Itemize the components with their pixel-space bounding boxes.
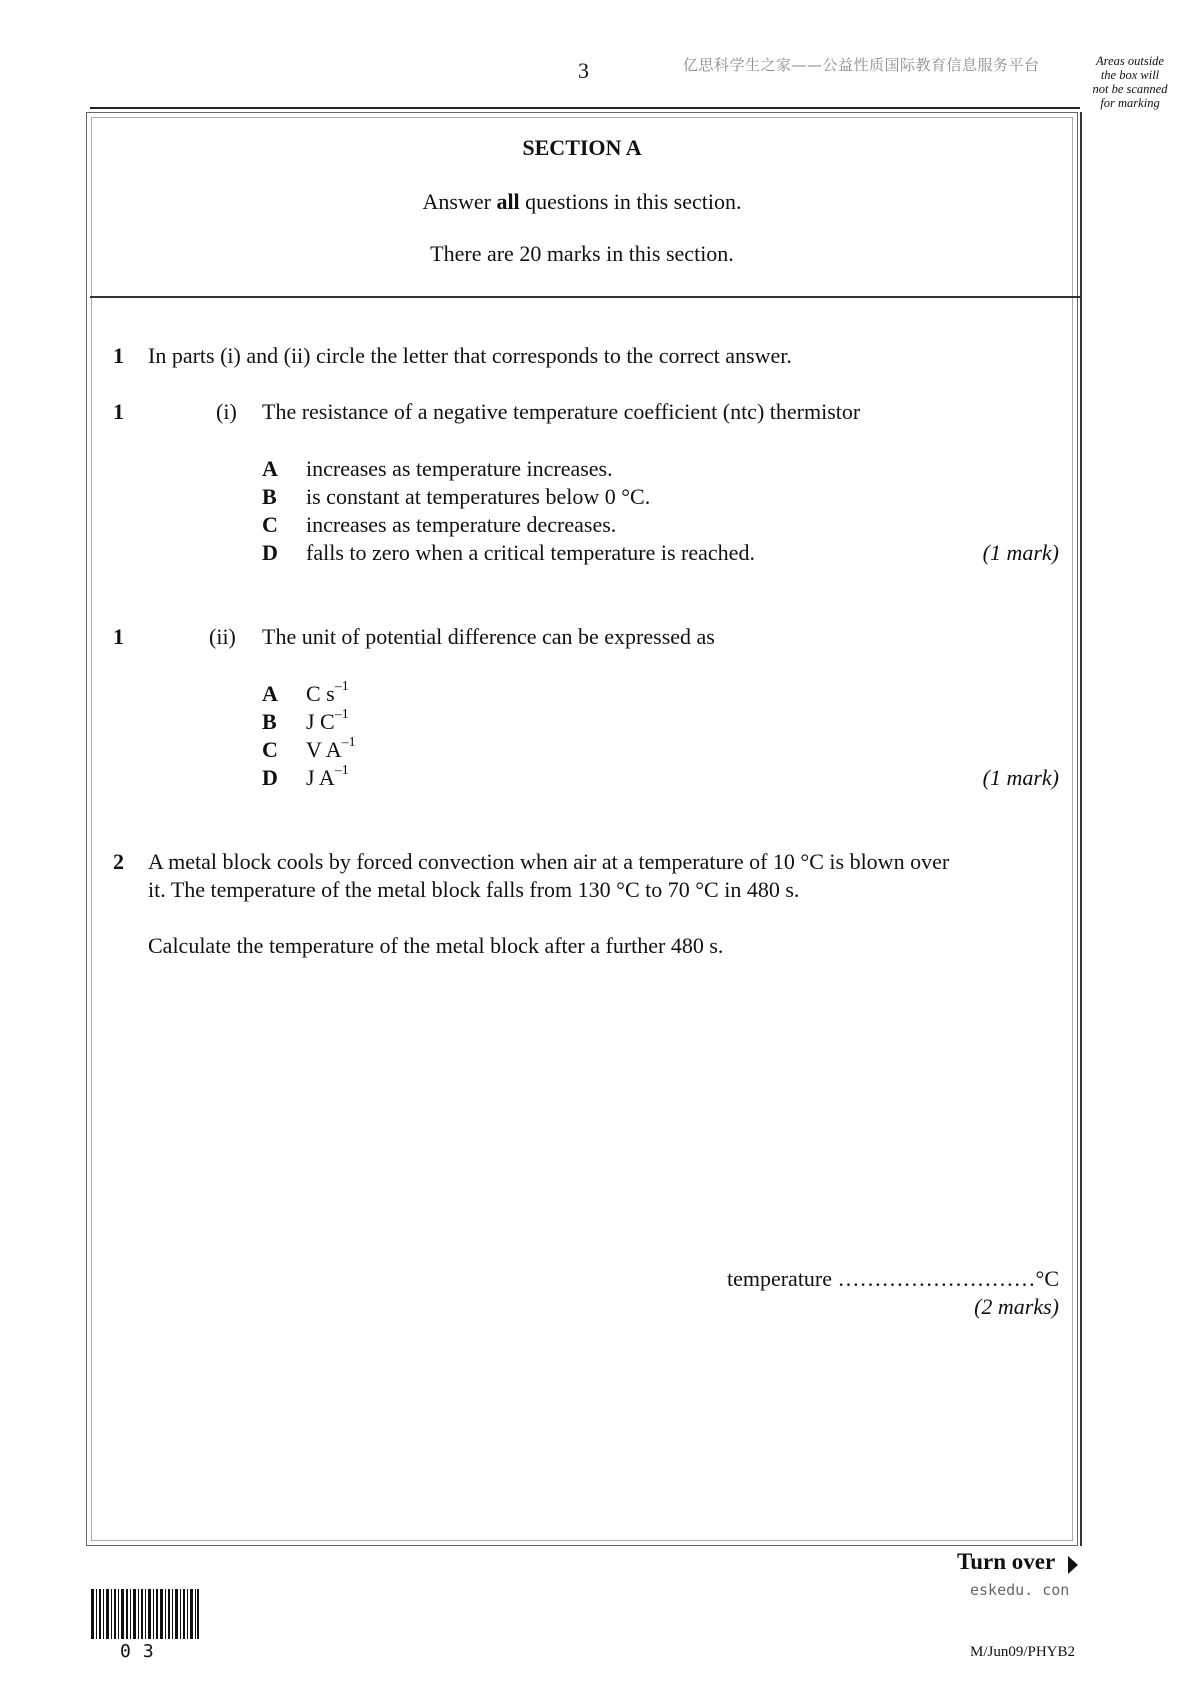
option-text: [306, 678, 349, 707]
margin-note-line: for marking: [1100, 96, 1160, 110]
option-letter[interactable]: D: [262, 540, 278, 565]
unit-base: J C: [306, 709, 335, 734]
instruction-text: questions in this section.: [519, 189, 742, 214]
unit-exponent: –1: [334, 762, 349, 778]
unit-exponent: –1: [341, 734, 356, 750]
section-title: SECTION A: [522, 135, 642, 160]
footer-watermark: eskedu. con: [970, 1581, 1070, 1599]
paper-code: M/Jun09/PHYB2: [970, 1644, 1076, 1660]
turn-over-label: Turn over: [957, 1549, 1056, 1574]
option-text: [306, 734, 356, 763]
question-number: 1: [113, 343, 124, 368]
question-text: it. The temperature of the metal block falls from 130 °C to 70 °C in 480 s.: [148, 877, 800, 902]
margin-note-line: not be scanned: [1092, 82, 1168, 96]
option-letter[interactable]: C: [262, 737, 278, 762]
marks-label: (1 mark): [982, 765, 1059, 790]
turn-over-arrow-icon: [1068, 1556, 1078, 1574]
margin-note-line: Areas outside: [1096, 54, 1164, 68]
unit-base: C s: [306, 681, 335, 706]
option-letter[interactable]: B: [262, 709, 277, 734]
option-text: increases as temperature increases.: [306, 456, 613, 481]
barcode-digits: 03: [120, 1641, 166, 1662]
option-text: falls to zero when a critical temperature is reached.: [306, 540, 755, 565]
instruction-bold: all: [496, 189, 520, 214]
instruction-text: Answer: [422, 189, 497, 214]
right-margin-rule: [1080, 112, 1082, 1546]
part-label: (ii): [209, 624, 236, 649]
question-number: 1: [113, 624, 124, 649]
answer-frame-inner: [91, 117, 1073, 1541]
header-watermark: 亿思科学生之家——公益性质国际教育信息服务平台: [683, 56, 1040, 74]
unit-exponent: –1: [334, 706, 349, 722]
question-text: Calculate the temperature of the metal block after a further 480 s.: [148, 933, 724, 958]
question-text: A metal block cools by forced convection when air at a temperature of 10 °C is blown over: [148, 849, 950, 874]
question-stem: In parts (i) and (ii) circle the letter that corresponds to the correct answer.: [148, 343, 792, 368]
unit-base: J A: [306, 765, 335, 790]
option-letter[interactable]: A: [262, 456, 278, 481]
part-stem: The unit of potential difference can be expressed as: [262, 624, 715, 649]
option-letter[interactable]: A: [262, 681, 278, 706]
section-header-rule: [90, 296, 1082, 298]
answer-line[interactable]: temperature ………………………°C: [726, 1266, 1059, 1291]
part-label: (i): [216, 399, 237, 424]
option-letter[interactable]: D: [262, 765, 278, 790]
option-text: is constant at temperatures below 0 °C.: [306, 484, 651, 509]
marks-label: (1 mark): [982, 540, 1059, 565]
option-text: increases as temperature decreases.: [306, 512, 617, 537]
question-number: 2: [113, 849, 124, 874]
page-number: 3: [578, 58, 589, 83]
top-rule: [90, 107, 1080, 109]
part-stem: The resistance of a negative temperature coefficient (ntc) thermistor: [262, 399, 861, 424]
barcode: [91, 1589, 199, 1639]
marks-label: (2 marks): [974, 1294, 1059, 1319]
option-letter[interactable]: B: [262, 484, 277, 509]
unit-base: V A: [306, 737, 342, 762]
question-number: 1: [113, 399, 124, 424]
option-text: [306, 706, 349, 735]
margin-note: [1080, 54, 1180, 110]
option-letter[interactable]: C: [262, 512, 278, 537]
option-text: [306, 762, 349, 791]
unit-exponent: –1: [334, 678, 349, 694]
section-instruction: [91, 189, 1073, 215]
section-marks: There are 20 marks in this section.: [430, 241, 734, 266]
margin-note-line: the box will: [1100, 68, 1160, 82]
